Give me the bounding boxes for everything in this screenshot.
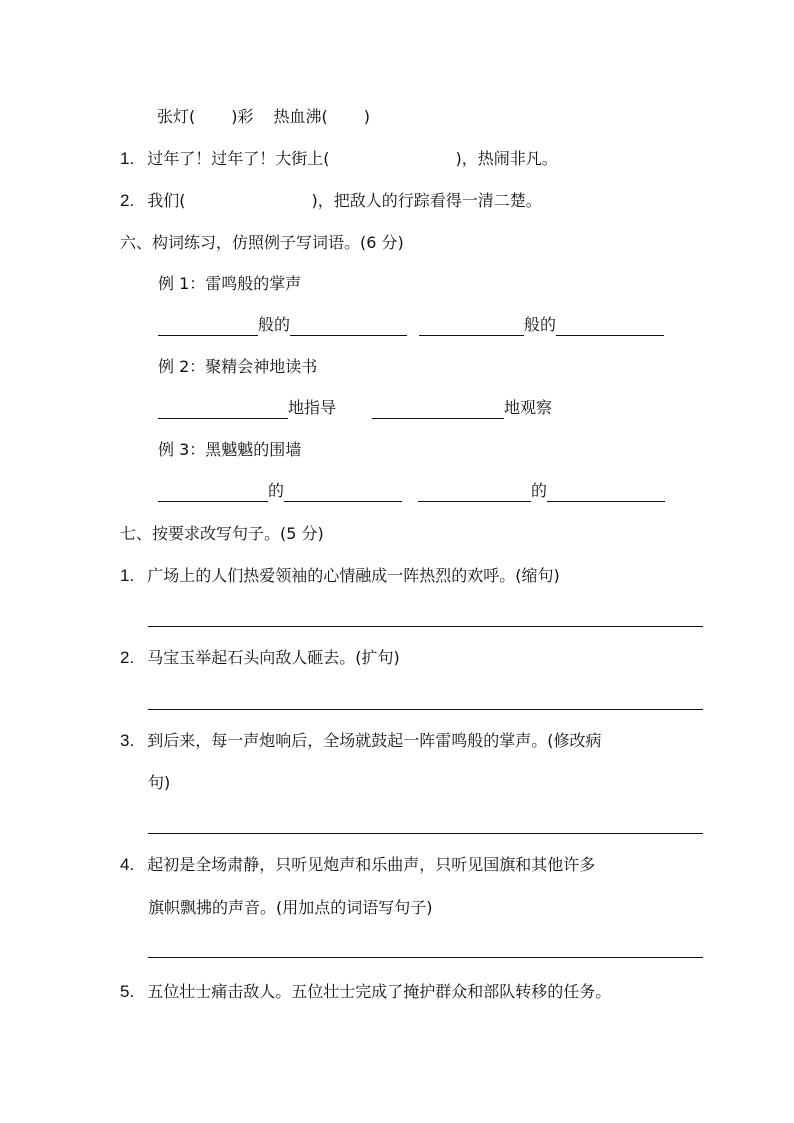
question-number: 3. <box>120 731 135 750</box>
answer-blank[interactable] <box>547 483 665 502</box>
question-text-after: )，热闹非凡。 <box>455 149 558 168</box>
question-text-after: )，把敌人的行踪看得一清二楚。 <box>311 191 542 210</box>
example-1-label: 例 1：雷鸣般的掌声 <box>158 274 302 293</box>
question-text-line-1: 到后来，每一声炮响后，全场就鼓起一阵雷鸣般的掌声。(修改病 <box>147 731 602 750</box>
example-1-answers <box>158 314 664 336</box>
question-7-3 <box>120 730 602 752</box>
example-3-answers <box>158 480 665 502</box>
question-number: 1. <box>120 566 135 585</box>
example-2-label: 例 2：聚精会神地读书 <box>158 357 318 376</box>
question-number: 1. <box>120 149 135 168</box>
answer-blank[interactable] <box>284 483 402 502</box>
fill-item-1-before: 张灯( <box>157 107 196 126</box>
question-7-1 <box>120 565 560 587</box>
answer-blank[interactable] <box>158 400 288 419</box>
question-text: 马宝玉举起石头向敌人砸去。(扩句) <box>147 648 400 667</box>
answer-line[interactable] <box>148 709 703 710</box>
fill-row <box>157 106 370 128</box>
example-2-word-1: 地指导 <box>288 398 337 417</box>
example-1-word-2: 般的 <box>524 315 557 334</box>
question-text-before: 我们( <box>147 191 186 210</box>
question-number: 2. <box>120 191 135 210</box>
answer-blank[interactable] <box>158 483 268 502</box>
answer-blank[interactable] <box>290 317 407 336</box>
question-7-4 <box>120 854 595 876</box>
question-number: 4. <box>120 855 135 874</box>
question-text-line-1: 起初是全场肃静，只听见炮声和乐曲声，只听见国旗和其他许多 <box>147 855 596 874</box>
section-7-title: 七、按要求改写句子。(5 分) <box>120 524 324 543</box>
answer-line[interactable] <box>148 957 703 958</box>
fill-item-1-after: )彩 <box>231 107 254 126</box>
question-text-line-2: 句) <box>148 773 171 792</box>
question-number: 5. <box>120 982 135 1001</box>
example-3-word-2: 的 <box>531 481 548 500</box>
question-text-before: 过年了！过年了！大街上( <box>147 149 330 168</box>
question-5-1 <box>120 148 558 170</box>
answer-blank[interactable] <box>418 483 531 502</box>
example-1-word-1: 般的 <box>258 315 291 334</box>
fill-item-2-before: 热血沸( <box>273 107 328 126</box>
section-6-title: 六、构词练习，仿照例子写词语。(6 分) <box>120 233 404 252</box>
question-text-line-2: 旗帜飘拂的声音。(用加点的词语写句子) <box>148 898 433 917</box>
question-7-2 <box>120 647 400 669</box>
answer-line[interactable] <box>148 833 703 834</box>
example-3-label: 例 3：黑魆魆的围墙 <box>158 440 302 459</box>
question-number: 2. <box>120 648 135 667</box>
fill-item-2-after: ) <box>363 107 370 126</box>
answer-blank[interactable] <box>158 317 258 336</box>
example-2-word-2: 地观察 <box>504 398 553 417</box>
answer-blank[interactable] <box>556 317 664 336</box>
question-7-5 <box>120 981 611 1003</box>
example-2-answers <box>158 397 552 419</box>
answer-blank[interactable] <box>419 317 524 336</box>
example-3-word-1: 的 <box>268 481 285 500</box>
answer-blank[interactable] <box>372 400 504 419</box>
answer-line[interactable] <box>148 626 703 627</box>
question-text: 广场上的人们热爱领袖的心情融成一阵热烈的欢呼。(缩句) <box>147 566 560 585</box>
question-5-2 <box>120 190 542 212</box>
question-text: 五位壮士痛击敌人。五位壮士完成了掩护群众和部队转移的任务。 <box>147 982 612 1001</box>
